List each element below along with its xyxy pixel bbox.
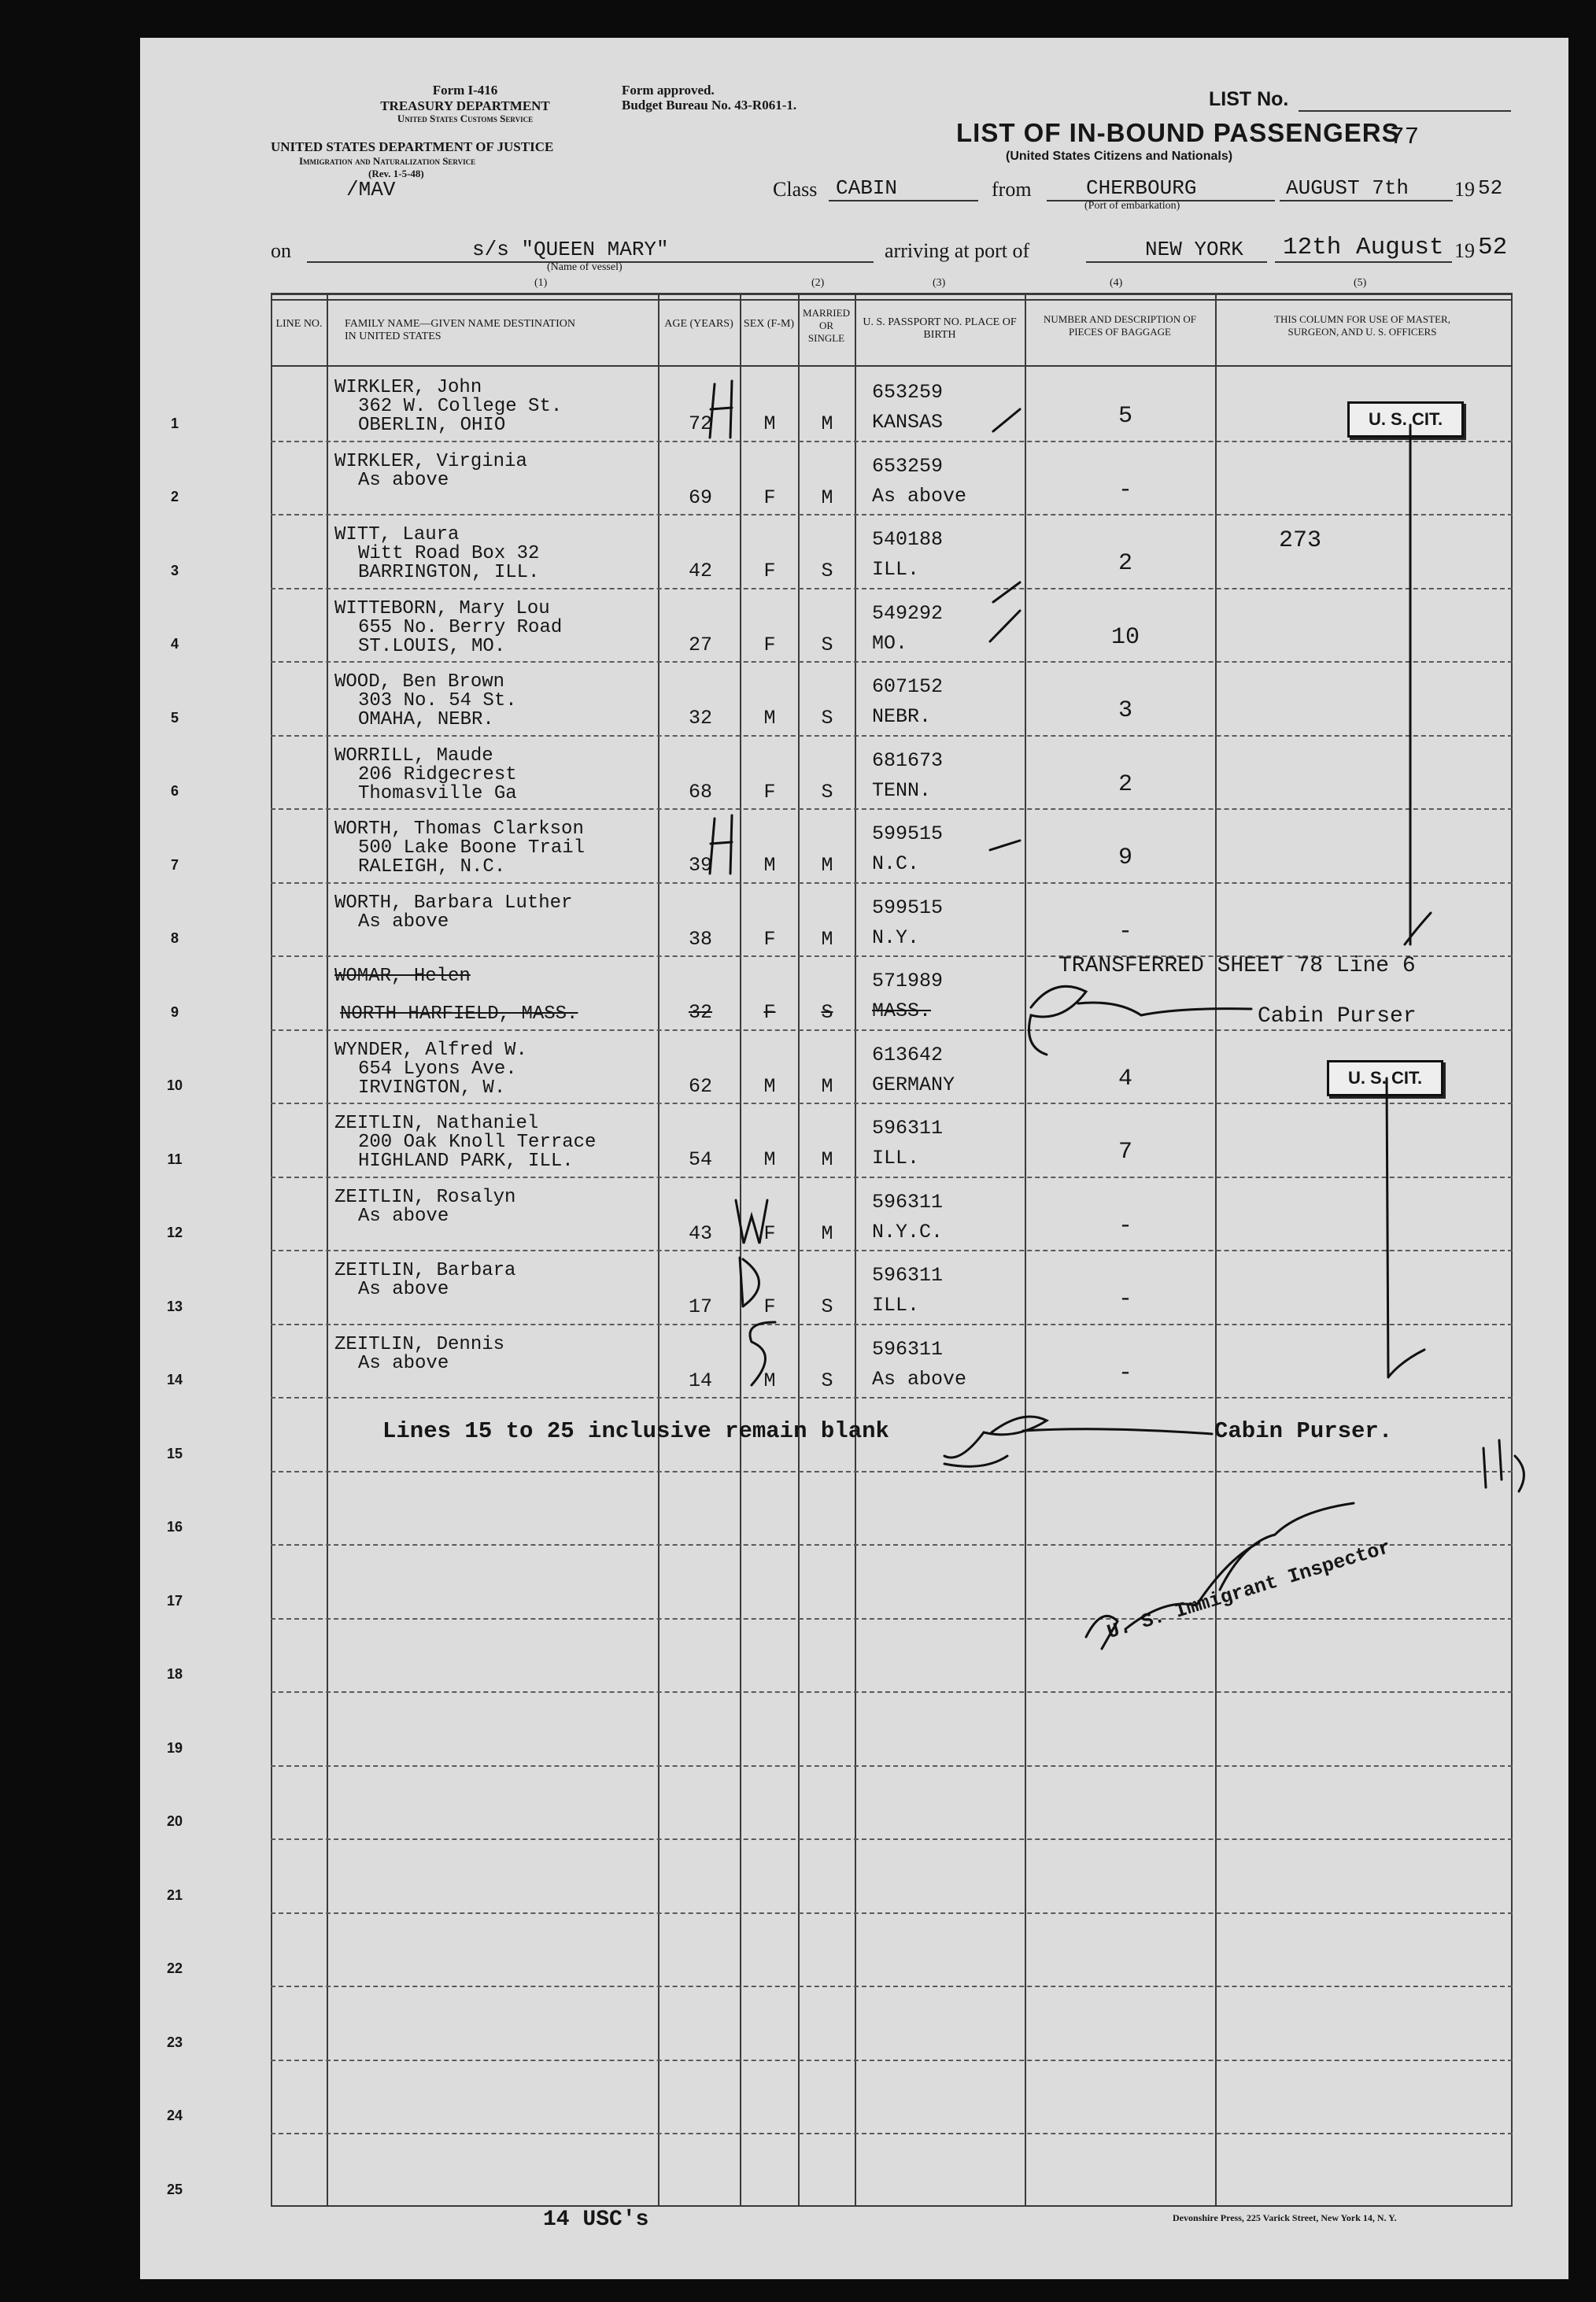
line-number: 8 xyxy=(170,930,179,946)
passport-number: 571989 xyxy=(872,970,944,992)
class-value: CABIN xyxy=(836,176,898,200)
header-age: AGE (YEARS) xyxy=(664,318,733,330)
col-number: (2) xyxy=(811,277,825,289)
passenger-name: WORTH, Barbara Luther xyxy=(334,892,573,914)
baggage-count: 2 xyxy=(1118,771,1132,798)
baggage-count: - xyxy=(1118,477,1132,504)
line-number: 22 xyxy=(166,1960,183,1976)
place-of-birth: ILL. xyxy=(872,1147,920,1169)
passenger-sex: M xyxy=(763,412,776,435)
passenger-sex: F xyxy=(763,781,776,804)
baggage-count: - xyxy=(1118,1286,1132,1313)
marital-status: S xyxy=(821,1369,833,1392)
passenger-age: 72 xyxy=(688,412,712,435)
baggage-count: 10 xyxy=(1110,624,1140,651)
line-number: 24 xyxy=(166,2108,183,2123)
passenger-name: WITT, Laura xyxy=(334,524,460,545)
passport-number: 596311 xyxy=(872,1117,944,1140)
marital-status: M xyxy=(821,486,833,509)
passenger-address: 303 No. 54 St. xyxy=(358,690,517,711)
baggage-count: 9 xyxy=(1118,844,1132,871)
justice-dept: UNITED STATES DEPARTMENT OF JUSTICE xyxy=(271,139,554,154)
embarkation-port: CHERBOURG xyxy=(1086,176,1197,200)
line-number: 10 xyxy=(166,1077,183,1093)
passenger-sex: F xyxy=(763,1222,776,1245)
passport-number: 549292 xyxy=(872,602,944,625)
line-number: 4 xyxy=(170,636,179,652)
passport-number: 681673 xyxy=(872,749,944,772)
marital-status: M xyxy=(821,1075,833,1098)
marital-status: S xyxy=(821,1295,833,1318)
line-number: 9 xyxy=(170,1004,179,1020)
passenger-city: BARRINGTON, ILL. xyxy=(358,562,540,583)
form-approved: Form approved. xyxy=(622,83,715,98)
vessel-name: s/s "QUEEN MARY" xyxy=(472,238,669,261)
passenger-city: ST.LOUIS, MO. xyxy=(358,636,506,657)
passenger-sex: F xyxy=(763,560,776,582)
passenger-name: ZEITLIN, Dennis xyxy=(334,1334,505,1355)
passenger-sex: F xyxy=(763,486,776,509)
arrival-year: 52 xyxy=(1478,234,1508,261)
passenger-city: IRVINGTON, W. xyxy=(358,1077,506,1099)
line-number: 23 xyxy=(166,2034,183,2050)
passenger-address: As above xyxy=(358,1353,449,1374)
passenger-address: As above xyxy=(358,1206,449,1227)
place-of-birth: N.Y.C. xyxy=(872,1221,944,1243)
passenger-city: NORTH HARFIELD, MASS. xyxy=(340,1003,578,1025)
line-number: 11 xyxy=(167,1151,183,1167)
passenger-address: As above xyxy=(358,1279,449,1300)
line-number: 7 xyxy=(170,857,179,873)
marital-status: M xyxy=(821,854,833,877)
col-number: (5) xyxy=(1354,277,1367,289)
baggage-count: - xyxy=(1118,1213,1132,1240)
printer-imprint: Devonshire Press, 225 Varick Street, New York 14, N. Y. xyxy=(1173,2212,1397,2223)
form-number: Form I-416 xyxy=(432,83,498,98)
passenger-sex: M xyxy=(763,1075,776,1098)
passenger-name: WITTEBORN, Mary Lou xyxy=(334,598,550,619)
line-number: 3 xyxy=(170,563,179,578)
passenger-name: ZEITLIN, Rosalyn xyxy=(334,1187,516,1208)
line-number: 20 xyxy=(166,1813,183,1829)
passenger-age: 62 xyxy=(688,1075,712,1098)
passport-number: 540188 xyxy=(872,528,944,551)
passenger-sex: F xyxy=(763,1001,776,1024)
passenger-age: 38 xyxy=(688,928,712,951)
passport-number: 596311 xyxy=(872,1191,944,1214)
marital-status: M xyxy=(821,1148,833,1171)
line-number: 17 xyxy=(166,1593,183,1609)
marital-status: S xyxy=(821,707,833,730)
us-citizen-stamp: U. S. CIT. xyxy=(1347,401,1464,438)
passenger-name: WIRKLER, John xyxy=(334,377,482,398)
treasury-dept: TREASURY DEPARTMENT xyxy=(380,98,550,113)
passenger-age: 32 xyxy=(688,1001,712,1024)
marginal-number: 273 xyxy=(1279,527,1322,554)
form-subtitle: (United States Citizens and Nationals) xyxy=(1006,150,1233,163)
departure-year: 52 xyxy=(1478,176,1503,200)
passenger-name: WOOD, Ben Brown xyxy=(334,671,505,693)
list-no-label: LIST No. xyxy=(1209,88,1289,110)
baggage-count: - xyxy=(1118,1360,1132,1387)
embarkation-caption: (Port of embarkation) xyxy=(1084,200,1180,212)
header-officers: THIS COLUMN FOR USE OF MASTER, SURGEON, AND U. S. OFFICERS xyxy=(1274,313,1450,338)
check-line xyxy=(1387,1078,1388,1377)
line-number: 5 xyxy=(170,710,179,726)
header-baggage: NUMBER AND DESCRIPTION OF PIECES OF BAGGAGE xyxy=(1044,313,1196,338)
passenger-address: 200 Oak Knoll Terrace xyxy=(358,1132,597,1153)
passenger-age: 68 xyxy=(688,781,712,804)
passport-number: 596311 xyxy=(872,1338,944,1361)
place-of-birth: As above xyxy=(872,1368,967,1391)
col-number: (1) xyxy=(534,277,548,289)
inspector-stamp: U. S. Immigrant Inspector xyxy=(1104,1535,1394,1644)
marital-status: S xyxy=(821,560,833,582)
passenger-address: 500 Lake Boone Trail xyxy=(358,837,586,859)
from-label: from xyxy=(992,178,1032,201)
place-of-birth: As above xyxy=(872,485,967,508)
marital-status: S xyxy=(821,1001,833,1024)
place-of-birth: GERMANY xyxy=(872,1073,955,1096)
passport-number: 599515 xyxy=(872,896,944,919)
passport-number: 599515 xyxy=(872,822,944,845)
passport-number: 613642 xyxy=(872,1044,944,1066)
line-number: 19 xyxy=(166,1740,183,1756)
place-of-birth: KANSAS xyxy=(872,411,944,434)
passport-number: 596311 xyxy=(872,1264,944,1287)
passenger-address: 362 W. College St. xyxy=(358,396,563,417)
passenger-city: OMAHA, NEBR. xyxy=(358,709,494,730)
customs-service: United States Customs Service xyxy=(397,113,534,124)
baggage-count: 5 xyxy=(1118,403,1132,430)
line-number: 25 xyxy=(166,2182,183,2197)
arrival-port: NEW YORK xyxy=(1145,238,1243,261)
passenger-age: 32 xyxy=(688,707,712,730)
passenger-address: As above xyxy=(358,470,449,491)
place-of-birth: MASS. xyxy=(872,1000,932,1022)
place-of-birth: N.Y. xyxy=(872,926,920,949)
marital-status: M xyxy=(821,928,833,951)
baggage-count: 7 xyxy=(1118,1139,1132,1166)
line-number: 16 xyxy=(166,1519,183,1535)
blank-lines-note: Lines 15 to 25 inclusive remain blank xyxy=(382,1418,889,1444)
passenger-city: OBERLIN, OHIO xyxy=(358,415,506,436)
passenger-age: 54 xyxy=(688,1148,712,1171)
passport-number: 653259 xyxy=(872,455,944,478)
departure-year-prefix: 19 xyxy=(1454,178,1475,201)
passenger-address: 655 No. Berry Road xyxy=(358,617,563,638)
baggage-count: 2 xyxy=(1118,550,1132,577)
passenger-age: 43 xyxy=(688,1222,712,1245)
header-line-no: LINE NO. xyxy=(275,318,323,330)
passenger-sex: F xyxy=(763,634,776,656)
place-of-birth: N.C. xyxy=(872,852,920,875)
passenger-age: 17 xyxy=(688,1295,712,1318)
passenger-sex: M xyxy=(763,854,776,877)
passenger-city: HIGHLAND PARK, ILL. xyxy=(358,1151,574,1172)
passenger-name: WORRILL, Maude xyxy=(334,745,493,767)
header-passport: U. S. PASSPORT NO. PLACE OF BIRTH xyxy=(863,316,1017,341)
arrival-year-prefix: 19 xyxy=(1454,239,1475,262)
col-number: (3) xyxy=(933,277,946,289)
passenger-age: 27 xyxy=(688,634,712,656)
line-number: 12 xyxy=(166,1225,183,1240)
passenger-name: WORTH, Thomas Clarkson xyxy=(334,818,584,840)
us-citizen-stamp: U. S. CIT. xyxy=(1327,1060,1443,1096)
passenger-sex: F xyxy=(763,928,776,951)
passenger-address: As above xyxy=(358,911,449,933)
baggage-count: 3 xyxy=(1118,697,1132,724)
header-name: FAMILY NAME—GIVEN NAME DESTINATION IN UNITED STATES xyxy=(345,318,575,342)
initials: /MAV xyxy=(346,178,396,201)
revision: (Rev. 1-5-48) xyxy=(368,168,424,179)
passenger-city: RALEIGH, N.C. xyxy=(358,856,506,878)
form-title: LIST OF IN-BOUND PASSENGERS xyxy=(956,118,1400,147)
passenger-name: ZEITLIN, Nathaniel xyxy=(334,1113,539,1134)
ins-service: Immigration and Naturalization Service xyxy=(299,155,476,167)
place-of-birth: NEBR. xyxy=(872,705,932,728)
passenger-city: Thomasville Ga xyxy=(358,783,517,804)
budget-bureau: Budget Bureau No. 43-R061-1. xyxy=(622,98,797,113)
passenger-age: 39 xyxy=(688,854,712,877)
passenger-name: WOMAR, Helen xyxy=(334,966,471,987)
header-married: MARRIED OR SINGLE xyxy=(803,307,850,344)
baggage-count: 4 xyxy=(1118,1066,1132,1092)
passenger-sex: M xyxy=(763,707,776,730)
line-number: 13 xyxy=(166,1299,183,1314)
place-of-birth: MO. xyxy=(872,632,908,655)
passenger-age: 69 xyxy=(688,486,712,509)
line-number: 15 xyxy=(166,1446,183,1461)
passenger-sex: F xyxy=(763,1295,776,1318)
line-number: 2 xyxy=(170,489,179,504)
list-number: 77 xyxy=(1390,124,1420,151)
class-label: Class xyxy=(773,178,818,201)
departure-date: AUGUST 7th xyxy=(1286,176,1409,200)
passenger-sex: M xyxy=(763,1369,776,1392)
marital-status: S xyxy=(821,781,833,804)
line-number: 14 xyxy=(166,1372,183,1387)
header-sex: SEX (F-M) xyxy=(743,318,795,330)
on-label: on xyxy=(271,239,291,262)
place-of-birth: ILL. xyxy=(872,1294,920,1317)
line-number: 1 xyxy=(170,416,179,431)
marital-status: S xyxy=(821,634,833,656)
passport-number: 607152 xyxy=(872,675,944,698)
usc-count: 14 USC's xyxy=(543,2208,649,2232)
place-of-birth: TENN. xyxy=(872,779,932,802)
arriving-label: arriving at port of xyxy=(885,239,1030,262)
cabin-purser-label: Cabin Purser xyxy=(1258,1004,1417,1029)
passenger-address: 206 Ridgecrest xyxy=(358,764,517,785)
line-number: 6 xyxy=(170,783,179,799)
passenger-address: Witt Road Box 32 xyxy=(358,543,540,564)
passport-number: 653259 xyxy=(872,381,944,404)
col-number: (4) xyxy=(1110,277,1123,289)
passenger-age: 14 xyxy=(688,1369,712,1392)
passenger-address: 654 Lyons Ave. xyxy=(358,1059,517,1080)
marital-status: M xyxy=(821,412,833,435)
passenger-name: WYNDER, Alfred W. xyxy=(334,1040,527,1061)
cabin-purser-label: Cabin Purser. xyxy=(1214,1418,1393,1444)
baggage-count: - xyxy=(1118,918,1132,945)
line-number: 18 xyxy=(166,1666,183,1682)
arrival-date: 12th August xyxy=(1283,234,1444,261)
transferred-note: TRANSFERRED SHEET 78 Line 6 xyxy=(1058,954,1416,978)
line-number: 21 xyxy=(166,1887,183,1903)
passenger-name: ZEITLIN, Barbara xyxy=(334,1260,516,1281)
passenger-name: WIRKLER, Virginia xyxy=(334,451,527,472)
vessel-caption: (Name of vessel) xyxy=(547,261,623,273)
marital-status: M xyxy=(821,1222,833,1245)
place-of-birth: ILL. xyxy=(872,558,920,581)
passenger-age: 42 xyxy=(688,560,712,582)
passenger-sex: M xyxy=(763,1148,776,1171)
